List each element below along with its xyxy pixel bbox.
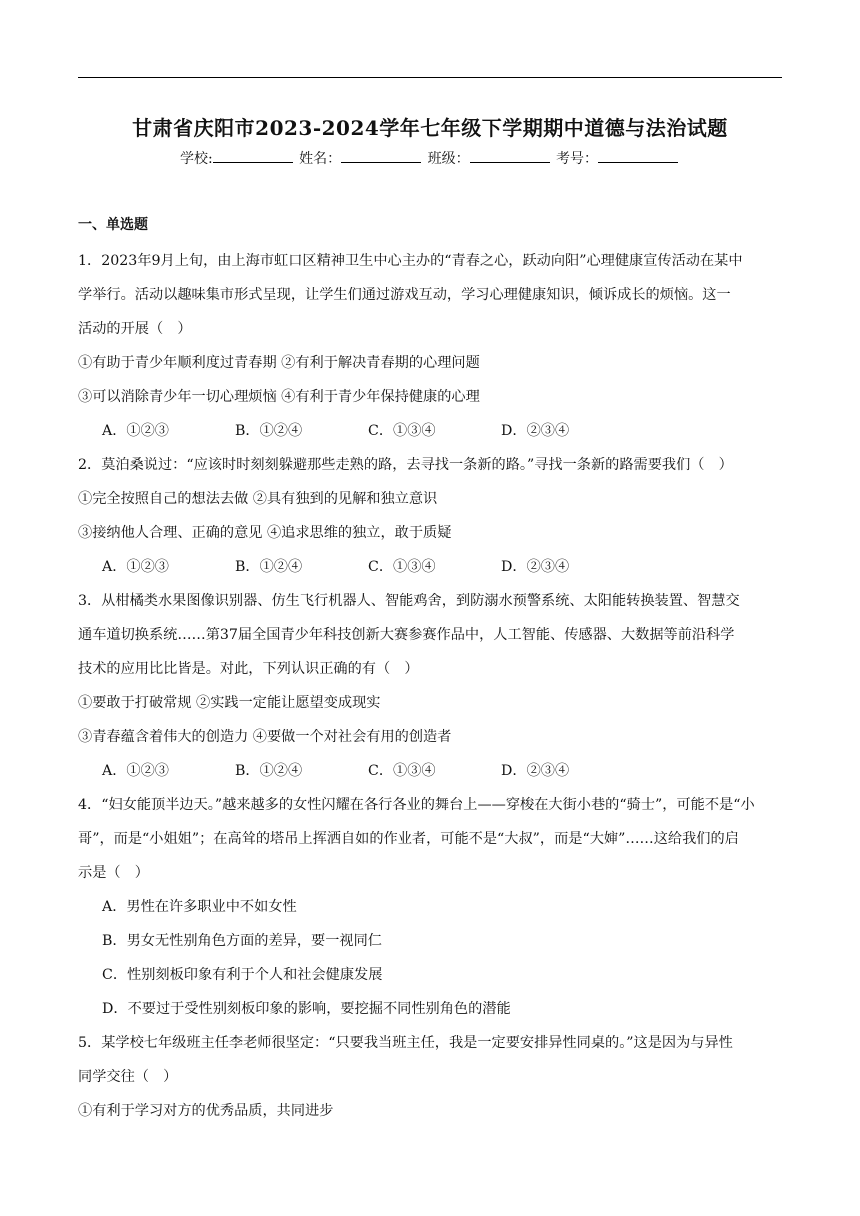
statement-line: ③青春蕴含着伟大的创造力 ④要做一个对社会有用的创造者 bbox=[78, 729, 452, 745]
statement-line: ③接纳他人合理、正确的意见 ④追求思维的独立，敢于质疑 bbox=[78, 525, 452, 541]
question-text-line: 4．“妇女能顶半边天。”越来越多的女性闪耀在各行各业的舞台上——穿梭在大街小巷的“骑士”，可能不是“小 bbox=[78, 797, 755, 813]
answer-options bbox=[78, 550, 784, 584]
question-text-line: 2．莫泊桑说过：“应该时时刻刻躲避那些走熟的路，去寻找一条新的路。”寻找一条新的路需要我们（ ） bbox=[78, 457, 733, 473]
option-c: C．①③④ bbox=[368, 559, 436, 575]
question-text-line: 通车道切换系统……第37届全国青少年科技创新大赛参赛作品中，人工智能、传感器、大数据等前沿科学 bbox=[78, 627, 735, 643]
page-title: 甘肃省庆阳市2023-2024学年七年级下学期期中道德与法治试题 bbox=[132, 116, 728, 140]
exam-number-blank bbox=[598, 148, 678, 163]
statement-line: ③可以消除青少年一切心理烦恼 ④有利于青少年保持健康的心理 bbox=[78, 389, 480, 405]
option-d: D．②③④ bbox=[501, 763, 570, 779]
question-text-line: 技术的应用比比皆是。对此，下列认识正确的有（ ） bbox=[78, 661, 419, 677]
option-c: C．①③④ bbox=[368, 763, 436, 779]
question-text-line: 1．2023年9月上旬，由上海市虹口区精神卫生中心主办的“青春之心，跃动向阳”心理健康宣传活动在某中 bbox=[78, 253, 743, 269]
section-heading: 一、单选题 bbox=[78, 217, 148, 233]
option-a: A．男性在许多职业中不如女性 bbox=[102, 899, 297, 915]
answer-options bbox=[78, 754, 784, 788]
option-c: C．性别刻板印象有利于个人和社会健康发展 bbox=[102, 967, 383, 983]
exam-content bbox=[78, 214, 784, 1128]
option-d: D．不要过于受性别刻板印象的影响，要挖掘不同性别角色的潜能 bbox=[102, 1001, 511, 1017]
question-text-line: 学举行。活动以趣味集市形式呈现，让学生们通过游戏互动，学习心理健康知识，倾诉成长的烦恼。这一 bbox=[78, 287, 731, 303]
option-c: C．①③④ bbox=[368, 423, 436, 439]
question-5 bbox=[78, 1026, 784, 1128]
school-blank bbox=[213, 148, 293, 163]
statement-line: ①完全按照自己的想法去做 ②具有独到的见解和独立意识 bbox=[78, 491, 438, 507]
question-text-line: 5．某学校七年级班主任李老师很坚定：“只要我当班主任，我是一定要安排异性同桌的。”这是因为与异性 bbox=[78, 1035, 733, 1051]
question-text-line: 哥”，而是“小姐姐”；在高耸的塔吊上挥洒自如的作业者，可能不是“大叔”，而是“大婶”……这给我们的启 bbox=[78, 831, 739, 847]
school-label: 学校: bbox=[179, 151, 213, 167]
question-text-line: 示是（ ） bbox=[78, 865, 149, 881]
option-d: D．②③④ bbox=[501, 559, 570, 575]
question-3 bbox=[78, 584, 784, 788]
class-blank bbox=[470, 148, 550, 163]
header-rule bbox=[78, 77, 782, 78]
question-2 bbox=[78, 448, 784, 584]
question-4 bbox=[78, 788, 784, 1026]
statement-line: ①有利于学习对方的优秀品质，共同进步 bbox=[78, 1103, 334, 1119]
exam-number-label: 考号： bbox=[556, 151, 599, 167]
class-label: 班级： bbox=[427, 151, 470, 167]
option-b: B．男女无性别角色方面的差异，要一视同仁 bbox=[102, 933, 382, 949]
answer-options bbox=[78, 414, 784, 448]
question-1 bbox=[78, 244, 784, 448]
student-info-line bbox=[0, 148, 860, 168]
option-b: B．①②④ bbox=[235, 559, 303, 575]
option-a: A．①②③ bbox=[102, 763, 169, 779]
option-a: A．①②③ bbox=[102, 559, 169, 575]
option-b: B．①②④ bbox=[235, 763, 303, 779]
statement-line: ①有助于青少年顺利度过青春期 ②有利于解决青春期的心理问题 bbox=[78, 355, 480, 371]
question-text-line: 活动的开展（ ） bbox=[78, 321, 192, 337]
option-d: D．②③④ bbox=[501, 423, 570, 439]
option-a: A．①②③ bbox=[102, 423, 169, 439]
option-b: B．①②④ bbox=[235, 423, 303, 439]
name-blank bbox=[341, 148, 421, 163]
statement-line: ①要敢于打破常规 ②实践一定能让愿望变成现实 bbox=[78, 695, 381, 711]
name-label: 姓名： bbox=[299, 151, 342, 167]
question-text-line: 同学交往（ ） bbox=[78, 1069, 178, 1085]
question-text-line: 3．从柑橘类水果图像识别器、仿生飞行机器人、智能鸡舍，到防溺水预警系统、太阳能转换装置、智慧交 bbox=[78, 593, 740, 609]
